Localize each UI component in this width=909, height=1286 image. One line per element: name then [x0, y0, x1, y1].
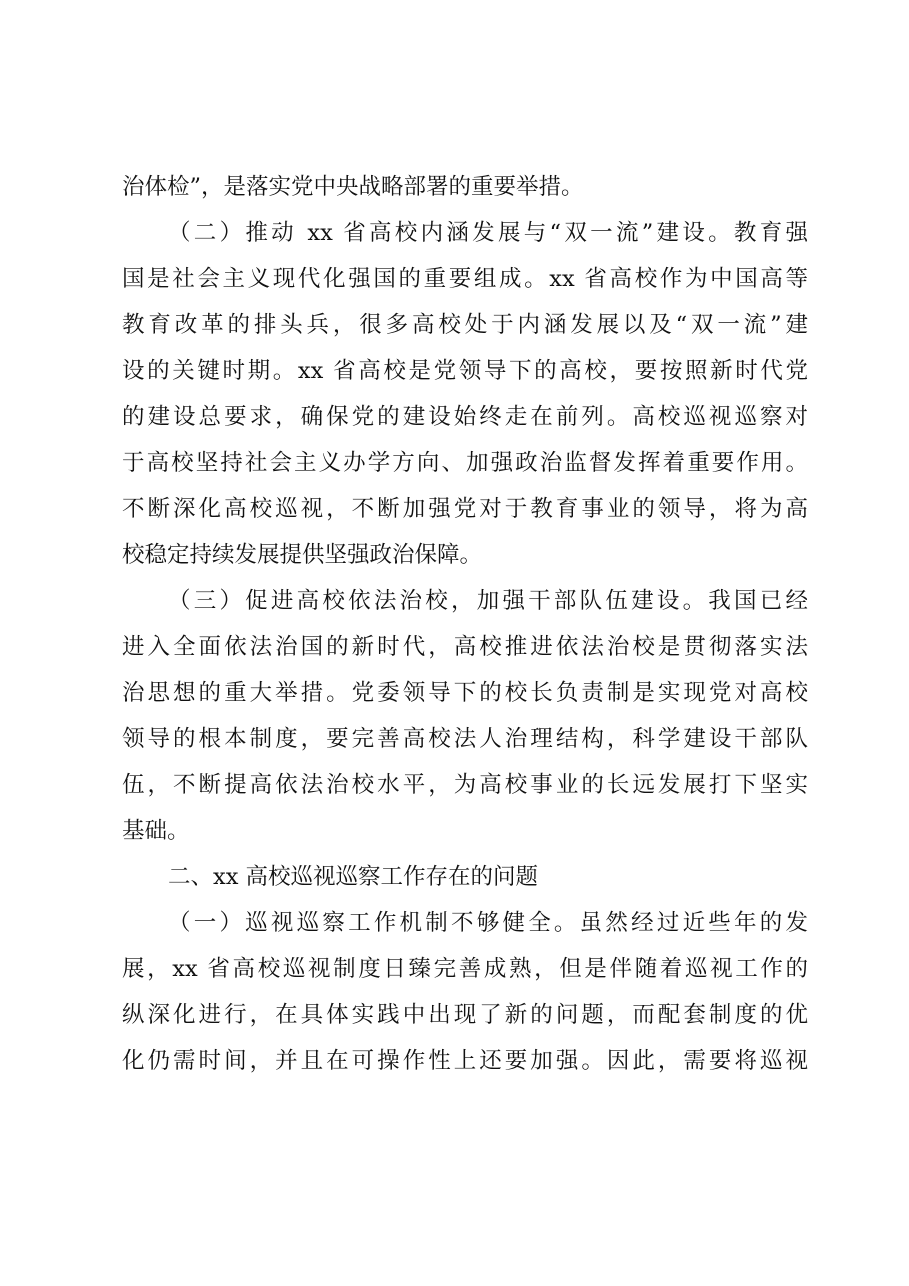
- text-line: 伍，不断提高依法治校水平，为高校事业的长远发展打下坚实: [122, 772, 808, 798]
- text-line: 领导的根本制度，要完善高校法人治理结构，科学建设干部队: [122, 726, 808, 752]
- text-line: 化仍需时间，并且在可操作性上还要加强。因此，需要将巡视: [122, 1048, 808, 1074]
- text-line: 治体检”，是落实党中央战略部署的重要举措。: [122, 174, 584, 200]
- text-line: 纵深化进行，在具体实践中出现了新的问题，而配套制度的优: [122, 1002, 808, 1028]
- section-heading: 二、xx 高校巡视巡察工作存在的问题: [168, 864, 539, 890]
- text-line: 基础。: [122, 818, 190, 844]
- text-line: 校稳定持续发展提供坚强政治保障。: [122, 542, 483, 568]
- text-line: 进入全面依法治国的新时代，高校推进依法治校是贯彻落实法: [122, 634, 808, 660]
- text-line: （三）促进高校依法治校，加强干部队伍建设。我国已经: [168, 588, 808, 614]
- text-line: 于高校坚持社会主义办学方向、加强政治监督发挥着重要作用。: [122, 450, 808, 476]
- text-line: 不断深化高校巡视，不断加强党对于教育事业的领导，将为高: [122, 496, 808, 522]
- text-line: 展，xx 省高校巡视制度日臻完善成熟，但是伴随着巡视工作的: [122, 956, 808, 982]
- text-line: 设的关键时期。xx 省高校是党领导下的高校，要按照新时代党: [122, 358, 808, 384]
- text-line: （一）巡视巡察工作机制不够健全。虽然经过近些年的发: [168, 910, 808, 936]
- text-line: 国是社会主义现代化强国的重要组成。xx 省高校作为中国高等: [122, 266, 808, 292]
- text-line: 治思想的重大举措。党委领导下的校长负责制是实现党对高校: [122, 680, 808, 706]
- body-text: [122, 164, 808, 1084]
- text-line: （二）推动 xx 省高校内涵发展与“双一流”建设。教育强: [168, 220, 808, 246]
- text-line: 教育改革的排头兵，很多高校处于内涵发展以及“双一流”建: [122, 312, 808, 338]
- text-line: 的建设总要求，确保党的建设始终走在前列。高校巡视巡察对: [122, 404, 808, 430]
